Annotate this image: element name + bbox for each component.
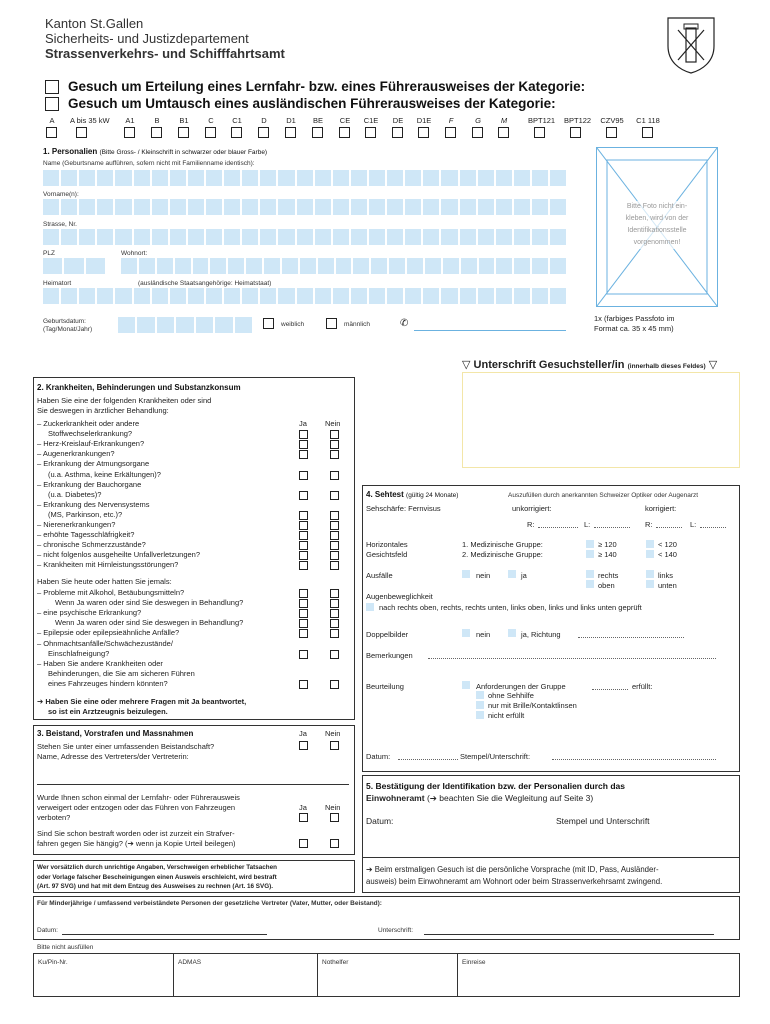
category-label: C1 (232, 116, 242, 125)
label-geburtsdatum: Geburtsdatum: (43, 318, 86, 325)
health-checkbox-ja[interactable] (299, 450, 308, 459)
beistand-q4-nein[interactable] (330, 839, 339, 848)
category-checkbox[interactable] (178, 127, 189, 138)
health-note-2: so ist ein Arztzeugnis beizulegen. (48, 707, 168, 716)
sehtest-korrigiert: korrigiert: (645, 504, 677, 513)
beistand-q4b: fahren gegen Sie hängig? (➔ wenn ja Kopie Urteil beilegen) (37, 839, 236, 848)
health-checkbox-nein[interactable] (330, 561, 339, 570)
category-checkbox[interactable] (339, 127, 350, 138)
field-vorname[interactable] (43, 199, 566, 215)
checkbox-augenbeweglichkeit[interactable] (366, 603, 374, 611)
category-checkbox[interactable] (418, 127, 429, 138)
health-item: – Erkrankung der Bauchorgane (37, 479, 142, 489)
warning-text: Wer vorsätzlich durch unrichtige Angaben, Verschweigen erheblicher Tatsachen oder Vorlage falscher Bescheinigungen einen Ausweis erschleicht, wird bestraft (Art. 97 SVG) und hat mit dem Entzug des Ausweises zu rechnen (Art. 16 SVG). (37, 864, 277, 890)
label-ausfaelle-nein: nein (476, 571, 491, 580)
health-checkbox-nein[interactable] (330, 629, 339, 638)
category-checkbox[interactable] (124, 127, 135, 138)
unkorr-l-field[interactable] (594, 527, 630, 528)
section4-box (362, 485, 740, 772)
category-label: D1E (416, 116, 432, 125)
category-label: G (475, 116, 481, 125)
checkbox-umtausch[interactable] (45, 97, 59, 111)
beistand-q3b: verweigert oder entzogen oder das Führen von Fahrzeugen (37, 803, 236, 812)
sehtest-stempel-field[interactable] (552, 759, 716, 760)
beistand-ja-header: Ja (299, 729, 307, 738)
label-lt140: < 140 (658, 550, 677, 559)
health-note-1: ➔ Haben Sie eine oder mehrere Fragen mit Ja beantwortet, (37, 697, 247, 706)
health-item: – Krankheiten mit Hirnleistungsstörungen? (37, 560, 179, 570)
checkbox-doppel-nein[interactable] (462, 629, 470, 637)
category-label: C1E (363, 116, 379, 125)
footer-col-admas-label: ADMAS (178, 959, 202, 966)
category-checkbox[interactable] (445, 127, 456, 138)
health-checkbox-ja[interactable] (299, 561, 308, 570)
category-label: C1 118 (636, 116, 660, 125)
health-checkbox-ja[interactable] (299, 589, 308, 598)
label-vorname: Vorname(n): (43, 191, 79, 198)
health-checkbox-nein[interactable] (330, 541, 339, 550)
sehtest-stempel-label: Stempel/Unterschrift: (460, 752, 531, 761)
korr-r-label: R: (645, 520, 653, 529)
label-links: links (658, 571, 674, 580)
health-nein-header: Nein (325, 419, 341, 428)
phone-icon: ✆ (400, 318, 409, 329)
health-item: – nicht folgenlos ausgeheilte Unfallverletzungen? (37, 550, 201, 560)
health-item: – Augenerkrankungen? (37, 449, 115, 459)
health-checkbox-ja[interactable] (299, 521, 308, 530)
sehtest-unkorrigiert: unkorrigiert: (512, 504, 552, 513)
health-checkbox-nein[interactable] (330, 430, 339, 439)
health-item: (u.a. Diabetes)? (48, 489, 102, 499)
category-label: F (448, 116, 454, 125)
checkbox-lt140[interactable] (646, 550, 654, 558)
sehtest-gesichtsfeld: Gesichtsfeld (366, 550, 408, 559)
health-checkbox-ja[interactable] (299, 531, 308, 540)
category-label: D (261, 116, 267, 125)
sehtest-sehschaerfe: Sehschärfe: Fernvisus (366, 504, 441, 513)
health-checkbox-nein[interactable] (330, 650, 339, 659)
health-checkbox-nein[interactable] (330, 450, 339, 459)
health-item: (MS, Parkinson, etc.)? (48, 509, 123, 519)
category-checkbox[interactable] (151, 127, 162, 138)
category-label: M (500, 116, 508, 125)
health-checkbox-nein[interactable] (330, 491, 339, 500)
health-checkbox-ja[interactable] (299, 629, 308, 638)
category-label: D1 (286, 116, 296, 125)
label-ohne-sehhilfe: ohne Sehhilfe (488, 691, 534, 700)
health-item: – Nierenerkrankungen? (37, 520, 116, 529)
beistand-q4a: Sind Sie schon bestraft worden oder ist zurzeit ein Strafver- (37, 829, 235, 838)
minor-unterschrift-field[interactable] (424, 934, 714, 935)
health-item: – Herz-Kreislauf-Erkrankungen? (37, 439, 145, 449)
field-heimatort[interactable] (43, 288, 566, 304)
field-richtung[interactable] (578, 637, 684, 638)
checkbox-links[interactable] (646, 570, 654, 578)
footer-col-ku-label: Ku/Pin-Nr. (38, 959, 68, 966)
category-label: A1 (125, 116, 135, 125)
section2-title: 2. Krankheiten, Behinderungen und Substanzkonsum (37, 383, 241, 392)
header-office: Strassenverkehrs- und Schifffahrtsamt (45, 46, 285, 61)
category-label: BPT122 (564, 116, 592, 125)
sehtest-gruppe1: 1. Medizinische Gruppe: (462, 540, 543, 549)
footer-col-nothelfer-label: Nothelfer (322, 959, 349, 966)
sehtest-datum-label: Datum: (366, 752, 391, 761)
category-checkbox[interactable] (642, 127, 653, 138)
health-item: – erhöhte Tagesschläfrigkeit? (37, 530, 135, 540)
label-maennlich: männlich (344, 321, 371, 328)
checkbox-doppel-ja[interactable] (508, 629, 516, 637)
health-item-2: – eine psychische Erkrankung? (37, 608, 142, 618)
category-label: B1 (179, 116, 189, 125)
field-geburtsdatum[interactable] (118, 317, 252, 333)
field-bemerkungen[interactable] (428, 658, 716, 659)
label-strasse: Strasse, Nr. (43, 221, 77, 228)
signature-field[interactable] (462, 372, 740, 468)
health-checkbox-ja[interactable] (299, 491, 308, 500)
health-checkbox-nein[interactable] (330, 531, 339, 540)
label-anforderungen: Anforderungen der Gruppe (476, 682, 566, 691)
unkorr-r-field[interactable] (538, 527, 578, 528)
health-checkbox-ja[interactable] (299, 471, 308, 480)
health-item-2: – Probleme mit Alkohol, Betäubungsmitteln? (37, 588, 185, 597)
checkbox-rechts[interactable] (586, 570, 594, 578)
category-label: A bis 35 kW (70, 116, 110, 125)
health-checkbox-nein[interactable] (330, 521, 339, 530)
unkorr-l-label: L: (584, 520, 591, 529)
header-canton: Kanton St.Gallen (45, 16, 144, 31)
health-checkbox-nein[interactable] (330, 619, 339, 628)
beistand-q3-nein[interactable] (330, 813, 339, 822)
sehtest-gruppe2: 2. Medizinische Gruppe: (462, 550, 543, 559)
sehtest-note: Auszufüllen durch anerkannten Schweizer Optiker oder Augenarzt (508, 492, 699, 499)
category-label: CZV95 (600, 116, 624, 125)
checkbox-weiblich[interactable] (263, 318, 274, 329)
health-checkbox-ja[interactable] (299, 511, 308, 520)
label-ausfaelle-ja: ja (521, 571, 527, 580)
ident-datum: Datum: (366, 816, 394, 826)
checkbox-oben[interactable] (586, 580, 594, 588)
minor-datum-label: Datum: (37, 927, 58, 934)
beistand-q1-nein[interactable] (330, 741, 339, 750)
label-heimatort: Heimatort (43, 280, 72, 287)
beistand-q1: Stehen Sie unter einer umfassenden Beistandschaft? (37, 742, 215, 751)
triangle-down-icon: ▽ (462, 359, 471, 371)
health-item: Stoffwechselerkrankung? (48, 429, 133, 439)
ident-stempel: Stempel und Unterschrift (556, 816, 650, 826)
checkbox-ohne-sehhilfe[interactable] (476, 691, 484, 699)
footer-note: Bitte nicht ausfüllen (37, 944, 94, 951)
beistand-ja-header-2: Ja (299, 803, 307, 812)
checkbox-ausfaelle-nein[interactable] (462, 570, 470, 578)
category-checkbox[interactable] (205, 127, 216, 138)
label-heimat-note: (ausländische Staatsangehörige: Heimatstaat) (138, 280, 272, 287)
minor-datum-field[interactable] (62, 934, 267, 935)
photo-caption-1: 1x (farbiges Passfoto im (594, 314, 675, 323)
label-augenbeweglichkeit: nach rechts oben, rechts, rechts unten, links oben, links und links unten geprüft (379, 603, 642, 612)
label-oben: oben (598, 581, 615, 590)
health-item-2: Wenn Ja waren oder sind Sie deswegen in Behandlung? (55, 618, 244, 628)
title-erteilung: Gesuch um Erteilung eines Lernfahr- bzw. eines Führerausweises der Kategorie: (68, 79, 586, 94)
section5-title-2: Einwohneramt (➔ beachten Sie die Wegleitung auf Seite 3) (366, 793, 594, 803)
footer-col-ku[interactable] (34, 954, 174, 996)
korr-l-label: L: (690, 520, 697, 529)
category-label: BPT121 (528, 116, 556, 125)
health-ja-header: Ja (299, 419, 307, 428)
health-checkbox-nein[interactable] (330, 440, 339, 449)
category-checkbox[interactable] (472, 127, 483, 138)
category-checkbox[interactable] (365, 127, 376, 138)
label-plz: PLZ (43, 250, 55, 257)
korr-l-field[interactable] (700, 527, 726, 528)
health-item-2: Einschlafneigung? (48, 648, 110, 658)
section3-title: 3. Beistand, Vorstrafen und Massnahmen (37, 729, 194, 738)
sehtest-horizontales: Horizontales (366, 540, 408, 549)
korr-r-field[interactable] (656, 527, 682, 528)
section4-title: 4. Sehtest (gültig 24 Monate) (366, 490, 459, 499)
checkbox-ausfaelle-ja[interactable] (508, 570, 516, 578)
health-checkbox-nein[interactable] (330, 589, 339, 598)
checkbox-nicht-erfuellt[interactable] (476, 711, 484, 719)
beistand-q3c: verboten? (37, 813, 71, 822)
health-q2: Haben Sie heute oder hatten Sie jemals: (37, 577, 172, 586)
health-checkbox-nein[interactable] (330, 609, 339, 618)
field-vertreter[interactable] (37, 784, 349, 785)
checkbox-brille[interactable] (476, 701, 484, 709)
coat-of-arms-icon (666, 16, 716, 74)
sehtest-doppelbilder: Doppelbilder (366, 630, 409, 639)
category-checkbox[interactable] (76, 127, 87, 138)
beistand-q3-ja[interactable] (299, 813, 308, 822)
field-plz[interactable] (43, 258, 105, 274)
minor-unterschrift-label: Unterschrift: (378, 927, 414, 934)
health-checkbox-ja[interactable] (299, 609, 308, 618)
checkbox-ge140[interactable] (586, 550, 594, 558)
footer-table (33, 953, 740, 997)
health-item: – chronische Schmerzzustände? (37, 540, 146, 550)
health-checkbox-ja[interactable] (299, 551, 308, 560)
label-rechts: rechts (598, 571, 619, 580)
health-item: – Zuckerkrankheit oder andere (37, 419, 140, 428)
beistand-q4-ja[interactable] (299, 839, 308, 848)
label-doppel-nein: nein (476, 630, 491, 639)
health-checkbox-nein[interactable] (330, 471, 339, 480)
health-checkbox-ja[interactable] (299, 680, 308, 689)
sehtest-beurteilung: Beurteilung (366, 682, 404, 691)
health-item-2: Behinderungen, die Sie am sicheren Führen (48, 668, 195, 678)
health-item-2: eines Fahrzeuges hindern könnten? (48, 678, 168, 688)
health-item: (u.a. Asthma, keine Erkältungen)? (48, 469, 161, 479)
health-checkbox-nein[interactable] (330, 551, 339, 560)
ident-note-2: ausweis) beim Einwohneramt am Wohnort oder beim Strassenverkehrsamt zwingend. (366, 877, 663, 886)
title-umtausch: Gesuch um Umtausch eines ausländischen Führerausweises der Kategorie: (68, 96, 556, 111)
beistand-q1-ja[interactable] (299, 741, 308, 750)
field-strasse[interactable] (43, 229, 566, 245)
label-name: Name (Geburtsname aufführen, sofern nicht mit Familienname identisch): (43, 160, 255, 167)
label-lt120: < 120 (658, 540, 677, 549)
footer-col-einreise[interactable] (458, 954, 739, 996)
health-checkbox-nein[interactable] (330, 599, 339, 608)
ident-note-1: ➔ Beim erstmaligen Gesuch ist die persönliche Vorsprache (mit ID, Pass, Ausländer- (366, 865, 659, 874)
category-label: BE (312, 116, 323, 125)
health-intro-1: Haben Sie eine der folgenden Krankheiten oder sind (37, 396, 212, 405)
health-checkbox-nein[interactable] (330, 511, 339, 520)
health-item-2: – Haben Sie andere Krankheiten oder (37, 658, 163, 668)
health-item: – Erkrankung des Nervensystems (37, 499, 150, 509)
health-checkbox-ja[interactable] (299, 650, 308, 659)
category-checkbox[interactable] (392, 127, 403, 138)
category-checkbox[interactable] (285, 127, 296, 138)
health-checkbox-ja[interactable] (299, 440, 308, 449)
category-label: CE (339, 116, 351, 125)
section5-divider (362, 857, 740, 858)
label-erfuellt: erfüllt: (632, 682, 653, 691)
field-name[interactable] (43, 170, 566, 186)
health-item-2: – Ohnmachtsanfälle/Schwächezustände/ (37, 638, 173, 648)
label-ge140: ≥ 140 (598, 550, 617, 559)
photo-instructions: Bitte Foto nicht ein-kleben, wird von der Identifikationsstelle vorgenommen! (617, 201, 697, 249)
beistand-nein-header-2: Nein (325, 803, 341, 812)
field-gruppe[interactable] (592, 689, 628, 690)
health-item-2: Wenn Ja waren oder sind Sie deswegen in Behandlung? (55, 598, 244, 608)
category-checkbox[interactable] (312, 127, 323, 138)
category-checkbox[interactable] (231, 127, 242, 138)
checkbox-unten[interactable] (646, 580, 654, 588)
checkbox-ge120[interactable] (586, 540, 594, 548)
section1-title: 1. Personalien (Bitte Gross- / Kleinschrift in schwarzer oder blauer Farbe) (43, 147, 268, 156)
beistand-q3a: Wurde Ihnen schon einmal der Lernfahr- oder Führerausweis (37, 793, 240, 802)
footer-col-nothelfer[interactable] (318, 954, 458, 996)
label-wohnort: Wohnort: (121, 250, 148, 257)
health-item-2: – Epilepsie oder epilepsieähnliche Anfälle? (37, 628, 180, 638)
checkbox-maennlich[interactable] (326, 318, 337, 329)
minor-text: Für Minderjährige / umfassend verbeiständete Personen der gesetzliche Vertreter (Vater, Mutter, oder Beistand): (37, 900, 382, 907)
category-label: DE (392, 116, 404, 125)
label-brille: nur mit Brille/Kontaktlinsen (488, 701, 577, 710)
category-checkbox[interactable] (498, 127, 509, 138)
health-checkbox-ja[interactable] (299, 599, 308, 608)
category-label: A (49, 116, 55, 125)
triangle-down-icon: ▽ (708, 359, 718, 371)
category-checkbox[interactable] (606, 127, 617, 138)
label-weiblich: weiblich (281, 321, 305, 328)
label-nicht-erfuellt: nicht erfüllt (488, 711, 525, 720)
health-checkbox-ja[interactable] (299, 619, 308, 628)
photo-caption-2: Format ca. 35 x 45 mm) (594, 324, 674, 333)
signature-label: ▽ Unterschrift Gesuchsteller/in (innerhalb dieses Feldes) ▽ (462, 359, 718, 371)
category-checkbox[interactable] (258, 127, 269, 138)
health-checkbox-ja[interactable] (299, 541, 308, 550)
label-ge120: ≥ 120 (598, 540, 617, 549)
category-checkbox[interactable] (570, 127, 581, 138)
category-checkbox[interactable] (534, 127, 545, 138)
checkbox-lt120[interactable] (646, 540, 654, 548)
footer-col-admas[interactable] (174, 954, 318, 996)
label-doppel-ja: ja, Richtung (521, 630, 561, 639)
label-geburtsdatum-format: (Tag/Monat/Jahr) (43, 326, 93, 333)
section5-title-1: 5. Bestätigung der Identifikation bzw. der Personalien durch das (366, 781, 625, 791)
photo-box (596, 147, 718, 307)
checkbox-erteilung[interactable] (45, 80, 59, 94)
health-checkbox-ja[interactable] (299, 430, 308, 439)
checkbox-anforderungen[interactable] (462, 681, 470, 689)
category-checkbox[interactable] (46, 127, 57, 138)
footer-col-einreise-label: Einreise (462, 959, 486, 966)
category-label: C (208, 116, 214, 125)
health-item: – Erkrankung der Atmungsorgane (37, 459, 150, 469)
health-intro-2: Sie deswegen in ärztlicher Behandlung: (37, 406, 169, 415)
field-phone[interactable] (414, 330, 566, 331)
beistand-nein-header: Nein (325, 729, 341, 738)
sehtest-augenbeweglichkeit: Augenbeweglichkeit (366, 592, 433, 601)
field-wohnort[interactable] (121, 258, 566, 274)
header-department: Sicherheits- und Justizdepartement (45, 31, 249, 46)
beistand-q2: Name, Adresse des Vertreters/der Vertreterin: (37, 752, 189, 761)
label-unten: unten (658, 581, 677, 590)
sehtest-ausfaelle: Ausfälle (366, 571, 393, 580)
sehtest-datum-field[interactable] (398, 759, 458, 760)
unkorr-r-label: R: (527, 520, 535, 529)
sehtest-bemerkungen: Bemerkungen (366, 651, 413, 660)
category-label: B (154, 116, 160, 125)
health-checkbox-nein[interactable] (330, 680, 339, 689)
